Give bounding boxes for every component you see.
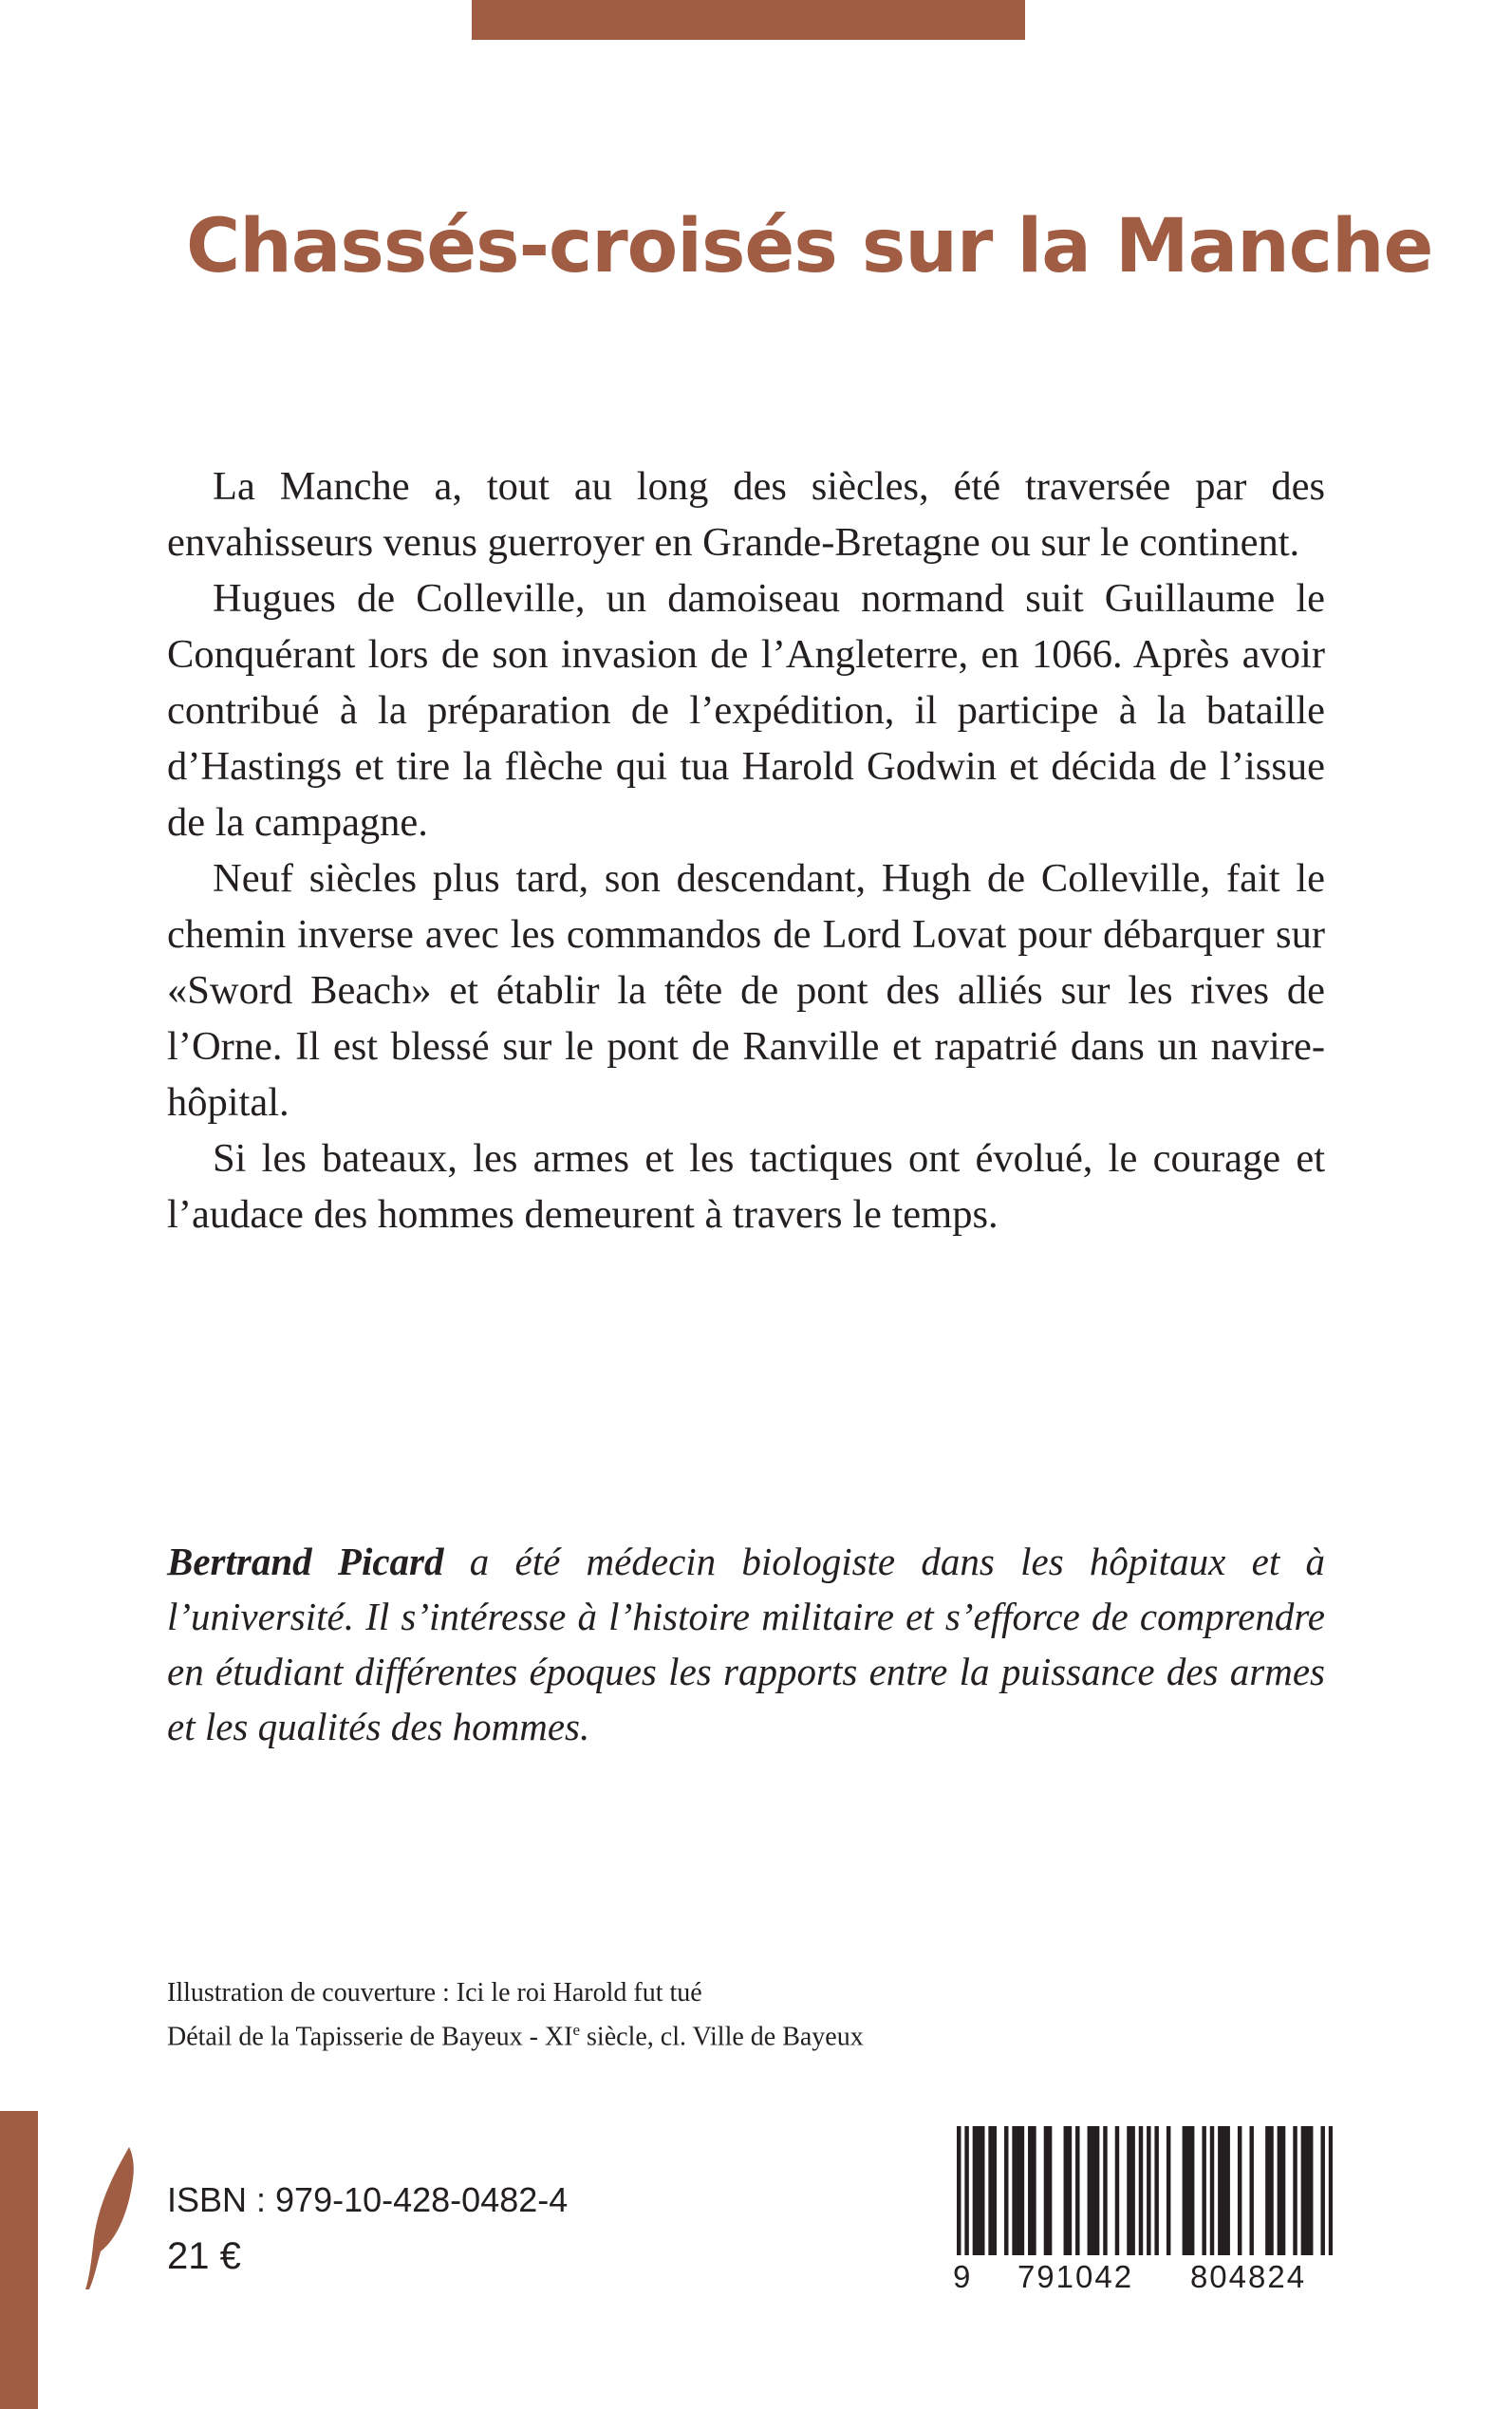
price: 21 € bbox=[167, 2235, 241, 2277]
summary-paragraph: La Manche a, tout au long des siècles, été traversée par des envahisseurs venus guerroyer en Grande-Bretagne ou sur le continent. bbox=[167, 464, 1325, 565]
left-accent-band bbox=[0, 2111, 38, 2409]
back-cover-summary bbox=[167, 458, 1325, 1242]
century-superscript: e bbox=[572, 2021, 581, 2039]
summary-paragraph: Neuf siècles plus tard, son descendant, Hugh de Colleville, fait le chemin inverse avec les commandos de Lord Lovat pour débarquer sur «Sword Beach» et établir la tête de pont des alliés sur les rives de l’Orne. Il est blessé sur le pont de Ranville et rapatrié dans un navire-hôpital. bbox=[167, 856, 1325, 1125]
author-name: Bertrand Picard bbox=[167, 1540, 444, 1583]
credit-line-2: Détail de la Tapisserie de Bayeux - XIe siècle, cl. Ville de Bayeux bbox=[167, 2021, 864, 2052]
credit-line-1: Illustration de couverture : Ici le roi Harold fut tué bbox=[167, 1978, 702, 2008]
barcode-left-group: 791042 bbox=[1017, 2259, 1134, 2294]
isbn: ISBN : 979-10-428-0482-4 bbox=[167, 2180, 569, 2219]
barcode-right-group: 804824 bbox=[1189, 2259, 1307, 2294]
barcode-number bbox=[953, 2255, 1336, 2299]
summary-paragraph: Hugues de Colleville, un damoiseau normand suit Guillaume le Conquérant lors de son invasion de l’Angleterre, en 1066. Après avoir contribué à la préparation de l’expédition, il participe à la bataille d’Hastings et tire la flèche qui tua Harold Godwin et décida de l’issue de la campagne. bbox=[167, 576, 1325, 845]
author-bio bbox=[167, 1534, 1325, 1754]
barcode-first-digit: 9 bbox=[953, 2259, 971, 2294]
top-accent-band bbox=[472, 0, 1025, 40]
author-bio-text: a été médecin biologiste dans les hôpitaux et à l’université. Il s’intéresse à l’histoire militaire et s’efforce de comprendre en étudiant différentes époques les rapports entre la puissance des armes et les qualités des hommes. bbox=[167, 1540, 1325, 1748]
summary-paragraph: Si les bateaux, les armes et les tactiques ont évolué, le courage et l’audace des hommes demeurent à travers le temps. bbox=[167, 1136, 1325, 1237]
book-title: Chassés-croisés sur la Manche bbox=[186, 204, 1433, 289]
cover-credits bbox=[167, 1974, 1116, 2055]
feather-icon bbox=[85, 2147, 142, 2289]
